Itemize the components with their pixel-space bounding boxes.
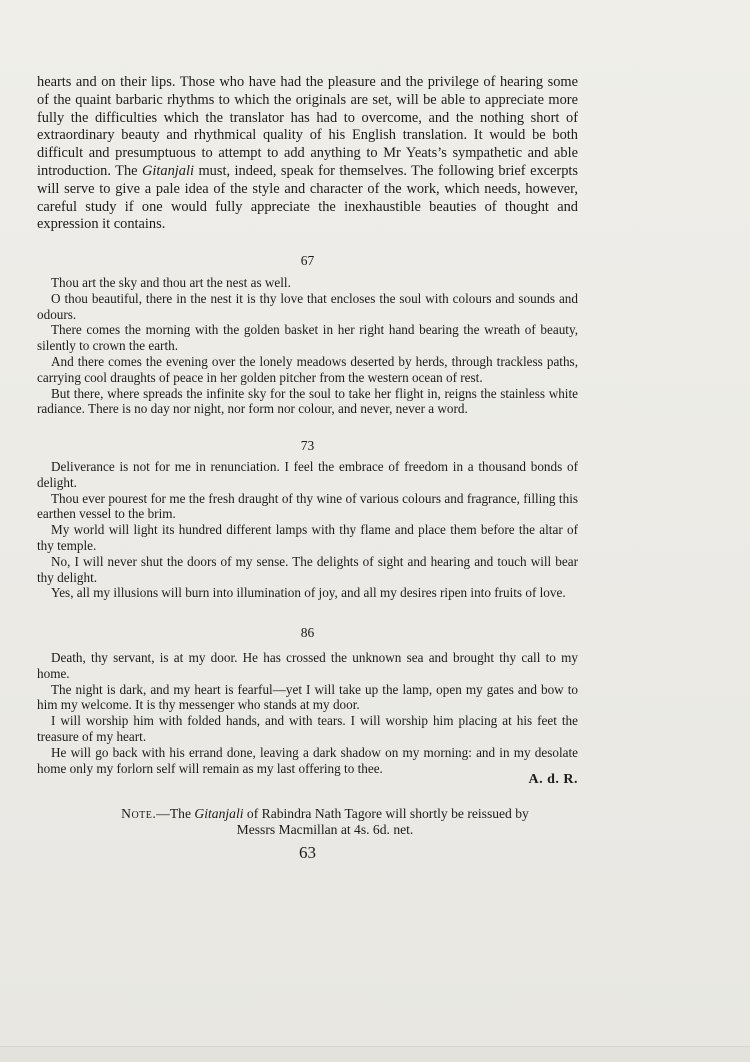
intro-text-part1: hearts and on their lips. Those who have had the pleasure and the privilege of hearing some of the quaint barbaric rhythms to which the originals are set, will be able to appreciate more fully the difficulties which the translator has had to overcome, and the nothing short of extraordinary beauty and rhythmical quality of his English translation. It would be both difficult and presumptuous to attempt to add anything to Mr Yeats’s sympathetic and able introduction. The — [37, 74, 578, 179]
note-label: Note. — [121, 806, 157, 821]
poem-line: I will worship him with folded hands, and with tears. I will worship him placing at his feet the treasure of my heart. — [37, 713, 578, 744]
poem-line: The night is dark, and my heart is fearful—yet I will take up the lamp, open my gates and bow to him my welcome. It is thy messenger who stands at my door. — [37, 681, 578, 713]
note-line-2: Messrs Macmillan at 4s. 6d. net. — [236, 821, 414, 837]
poem-line: O thou beautiful, there in the nest it is thy love that encloses the soul with colours and sounds and odours. — [37, 290, 578, 322]
note-line-1 — [80, 806, 570, 822]
poem-line: Deliverance is not for me in renunciation. I feel the embrace of freedom in a thousand bonds of delight. — [37, 459, 578, 490]
poem-line: Thou ever pourest for me the fresh draught of thy wine of various colours and fragrance, filling this earthen vessel to the brim. — [37, 490, 578, 522]
poem-67 — [37, 275, 578, 417]
poem-line: No, I will never shut the doors of my sense. The delights of sight and hearing and touch will bear thy delight. — [37, 553, 578, 585]
poem-line: But there, where spreads the infinite sky for the soul to take her flight in, reigns the stainless white radiance. There is no day nor night, nor form nor colour, and never, never a word. — [37, 385, 578, 417]
page-number: 63 — [299, 843, 316, 862]
note-title-italic: Gitanjali — [194, 806, 244, 821]
poem-line: And there comes the evening over the lonely meadows deserted by herds, through trackless paths, carrying cool draughts of peace in her golden pitcher from the western ocean of rest. — [37, 353, 578, 385]
intro-text-part2: must, indeed, speak for themselves. The following brief excerpts will serve to give a pale idea of the style and character of the work, which needs, however, careful study if one would fully appreciate the inexhaustible beauties of thought and expression it contains. — [37, 162, 579, 233]
poem-number-73: 73 — [300, 438, 315, 453]
note-dash: —The — [156, 806, 195, 821]
poem-line: Thou art the sky and thou art the nest as well. — [51, 275, 291, 290]
intro-title-italic: Gitanjali — [142, 162, 194, 179]
poem-line: He will go back with his errand done, leaving a dark shadow on my morning: and in my desolate home only my forlorn self will remain as my last offering to thee. — [37, 744, 578, 776]
poem-line: My world will light its hundred different lamps with thy flame and place them before the altar of thy temple. — [37, 522, 578, 553]
page-bottom-edge — [0, 1046, 750, 1062]
poem-number-86: 86 — [300, 625, 315, 640]
poem-number-67: 67 — [300, 253, 315, 268]
publication-note — [80, 806, 570, 838]
author-signature: A. d. R. — [528, 772, 578, 787]
intro-paragraph — [37, 74, 578, 234]
poem-line: There comes the morning with the golden basket in her right hand bearing the wreath of beauty, silently to crown the earth. — [37, 322, 578, 354]
note-line-1-rest: of Rabindra Nath Tagore will shortly be reissued by — [243, 806, 529, 821]
poem-86 — [37, 650, 578, 776]
poem-73 — [37, 459, 578, 601]
poem-line: Yes, all my illusions will burn into illumination of joy, and all my desires ripen into fruits of love. — [51, 585, 566, 601]
poem-line: Death, thy servant, is at my door. He has crossed the unknown sea and brought thy call to my home. — [37, 650, 578, 681]
